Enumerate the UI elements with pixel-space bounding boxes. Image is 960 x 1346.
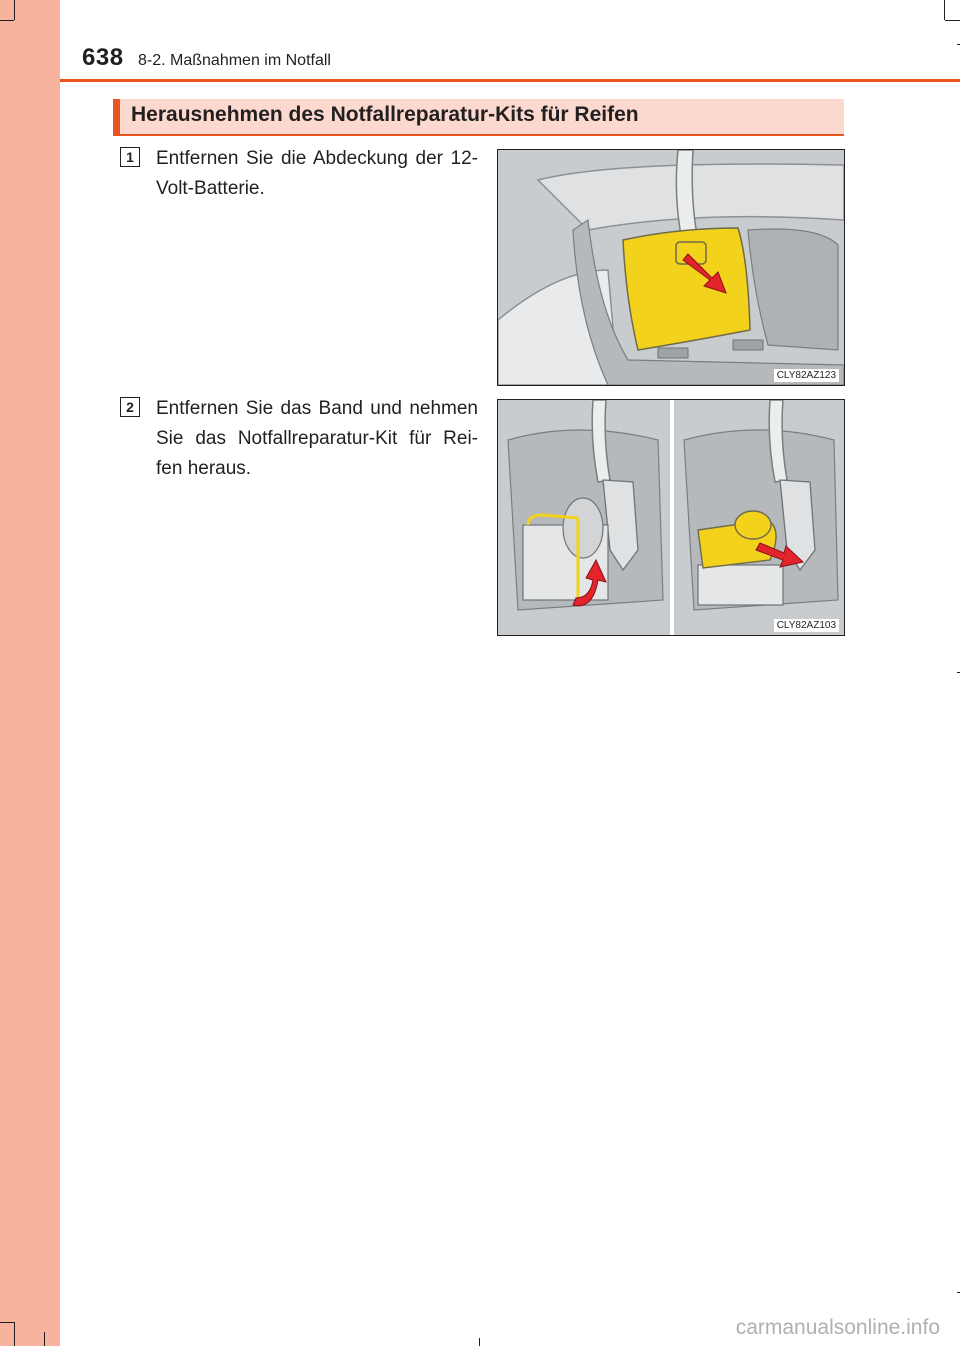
trunk-illustration bbox=[498, 150, 844, 385]
figure-battery-cover bbox=[497, 149, 845, 386]
section-title: 8-2. Maßnahmen im Notfall bbox=[138, 52, 331, 69]
crop-mark bbox=[944, 0, 945, 20]
figure-code: CLY82AZ103 bbox=[774, 619, 839, 632]
crop-mark bbox=[14, 1322, 15, 1346]
side-color-strip bbox=[0, 0, 60, 1346]
watermark: carmanualsonline.info bbox=[735, 1316, 940, 1339]
crop-mark bbox=[479, 1338, 480, 1346]
step-number-1: 1 bbox=[120, 147, 140, 167]
crop-mark bbox=[0, 1322, 14, 1323]
crop-mark bbox=[0, 20, 14, 21]
figure-remove-kit bbox=[497, 399, 845, 636]
crop-mark bbox=[44, 1332, 45, 1346]
crop-mark bbox=[14, 0, 15, 20]
step-text-1: Entfernen Sie die Abdeckung der 12-Volt-Batterie. bbox=[156, 148, 478, 199]
page-number: 638 bbox=[82, 44, 124, 71]
heading-title: Herausnehmen des Notfallreparatur-Kits für Reifen bbox=[131, 103, 639, 126]
header-rule bbox=[60, 79, 960, 82]
step-text-2: Entfernen Sie das Band und nehmen Sie das Notfallreparatur-Kit für Rei-fen heraus. bbox=[156, 398, 478, 479]
battery-cover-highlight bbox=[623, 228, 750, 350]
crop-mark bbox=[945, 20, 960, 21]
step-number-2: 2 bbox=[120, 397, 140, 417]
heading-bar bbox=[113, 99, 844, 134]
figure-code: CLY82AZ123 bbox=[774, 369, 839, 382]
kit-illustration bbox=[498, 400, 844, 635]
